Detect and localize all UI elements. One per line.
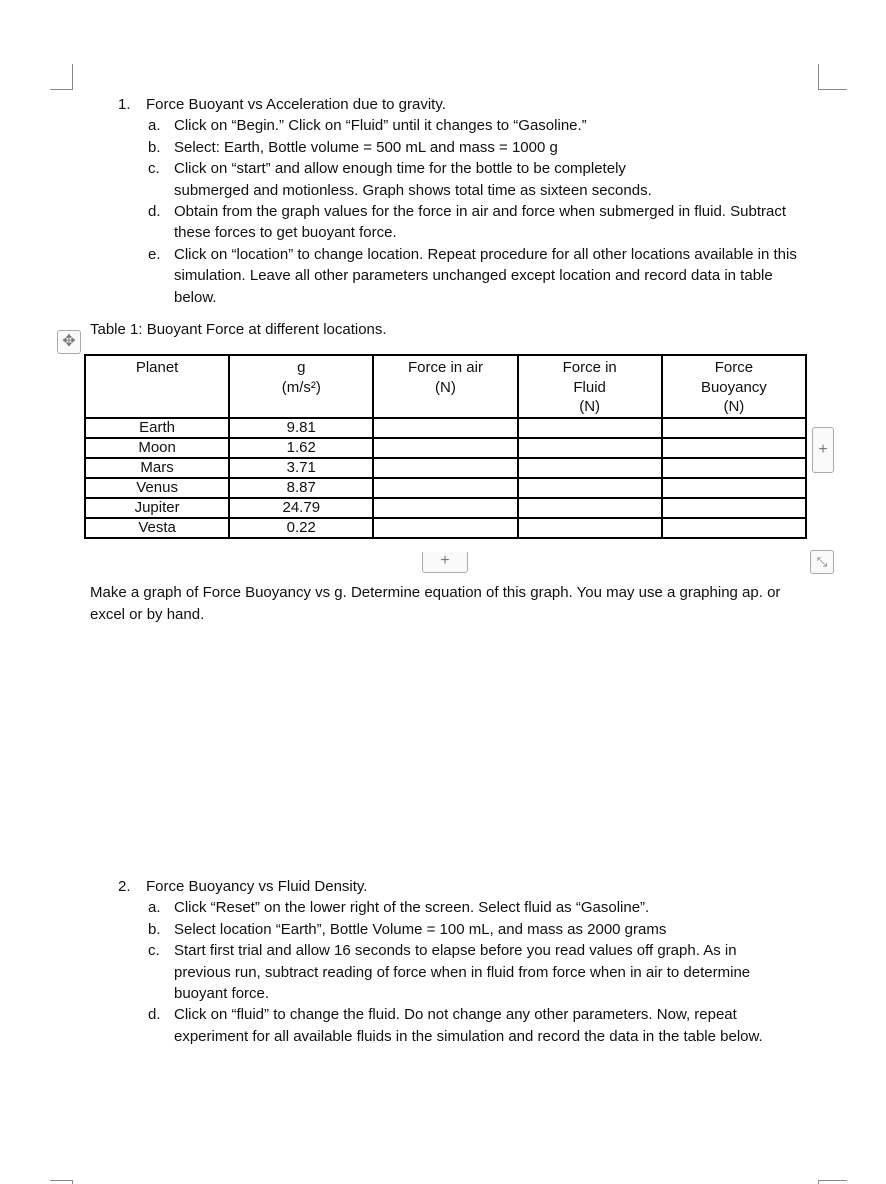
cell-force-fluid[interactable] [518,478,662,498]
step [118,1004,808,1047]
cell-force-buoyancy[interactable] [662,478,806,498]
cell-planet[interactable]: Vesta [85,518,229,538]
step-text: Obtain from the graph values for the force in air and force when submerged in fluid. Subtract these forces to get buoyant force. [174,203,786,242]
margin-corner-mark [818,1180,847,1184]
step-text: Click on “fluid” to change the fluid. Do not change any other parameters. Now, repeat experiment for all available fluids in the simulation and record the data in the table below. [174,1006,763,1045]
step-letter: c. [148,160,160,178]
cell-force-air[interactable] [373,458,517,478]
add-column-button[interactable] [812,427,834,473]
section-1 [118,94,808,308]
cell-force-fluid[interactable] [518,418,662,438]
cell-g[interactable]: 8.87 [229,478,373,498]
cell-force-air[interactable] [373,418,517,438]
cell-g[interactable]: 24.79 [229,498,373,518]
cell-force-buoyancy[interactable] [662,518,806,538]
step [118,115,808,136]
step-letter: d. [148,203,161,221]
cell-planet[interactable]: Jupiter [85,498,229,518]
cell-force-buoyancy[interactable] [662,438,806,458]
step-text: Click “Reset” on the lower right of the screen. Select fluid as “Gasoline”. [174,899,650,917]
step-letter: a. [148,899,161,917]
section-number: 2. [118,878,131,895]
cell-force-fluid[interactable] [518,518,662,538]
graph-instruction: Make a graph of Force Buoyancy vs g. Determine equation of this graph. You may use a graphing ap. or excel or by hand. [90,584,781,623]
margin-corner-mark [50,64,73,90]
table-row [85,458,806,478]
cell-force-fluid[interactable] [518,458,662,478]
table-move-handle[interactable] [57,330,81,354]
section-title: Force Buoyancy vs Fluid Density. [146,878,368,895]
table-row [85,478,806,498]
step-text: Select location “Earth”, Bottle Volume = 100 mL, and mass as 2000 grams [174,920,667,938]
cell-planet[interactable]: Moon [85,438,229,458]
cell-force-buoyancy[interactable] [662,458,806,478]
table-resize-handle[interactable] [810,550,834,574]
cell-g[interactable]: 3.71 [229,458,373,478]
cell-force-buoyancy[interactable] [662,498,806,518]
cell-planet[interactable]: Venus [85,478,229,498]
step-letter: b. [148,920,161,938]
table-row [85,418,806,438]
header-force-in-air: Force in air (N) [373,355,517,418]
step-text: Click on “location” to change location. Repeat procedure for all other locations available in this simulation. Leave all other parameters unchanged except location and record data in table below. [174,245,797,306]
step [118,201,808,244]
cell-g[interactable]: 1.62 [229,438,373,458]
cell-force-air[interactable] [373,438,517,458]
step [118,244,808,308]
table-caption: Table 1: Buoyant Force at different locations. [90,321,387,338]
table-header-row [85,355,806,418]
margin-corner-mark [50,1180,73,1184]
section-number: 1. [118,96,131,113]
cell-force-fluid[interactable] [518,498,662,518]
step [118,897,808,918]
section-2 [118,876,808,1047]
step-text: Click on “Begin.” Click on “Fluid” until it changes to “Gasoline.” [174,117,587,135]
step-text: Start first trial and allow 16 seconds to elapse before you read values off graph. As in previous run, subtract reading of force when in fluid from force when in air to determine buoyant force. [174,942,751,1003]
header-force-buoyancy: Force Buoyancy (N) [662,355,806,418]
plus-icon: + [818,441,828,458]
section-title: Force Buoyant vs Acceleration due to gravity. [146,96,446,113]
resize-icon: ⤡ [816,554,828,569]
move-icon: ✥ [62,333,76,350]
step [118,940,808,1004]
step [118,137,808,158]
header-force-in-fluid: Force in Fluid (N) [518,355,662,418]
header-g: g (m/s²) [229,355,373,418]
table-row [85,438,806,458]
step-letter: d. [148,1006,161,1024]
step-text: Select: Earth, Bottle volume = 500 mL and mass = 1000 g [174,138,558,156]
cell-force-air[interactable] [373,498,517,518]
step-text: Click on “start” and allow enough time for the bottle to be completely submerged and motionless. Graph shows total time as sixteen seconds. [174,160,652,199]
add-row-button[interactable] [422,552,468,573]
plus-icon: + [440,552,450,569]
cell-force-buoyancy[interactable] [662,418,806,438]
step-letter: e. [148,245,161,263]
cell-force-fluid[interactable] [518,438,662,458]
step-letter: b. [148,138,161,156]
cell-g[interactable]: 9.81 [229,418,373,438]
step-letter: a. [148,117,161,135]
cell-g[interactable]: 0.22 [229,518,373,538]
cell-force-air[interactable] [373,518,517,538]
header-planet: Planet [85,355,229,418]
buoyant-force-table [84,354,807,539]
step [118,158,808,201]
cell-planet[interactable]: Mars [85,458,229,478]
table-row [85,518,806,538]
step-letter: c. [148,942,160,960]
cell-force-air[interactable] [373,478,517,498]
margin-corner-mark [818,64,847,90]
table-row [85,498,806,518]
cell-planet[interactable]: Earth [85,418,229,438]
step [118,919,808,940]
